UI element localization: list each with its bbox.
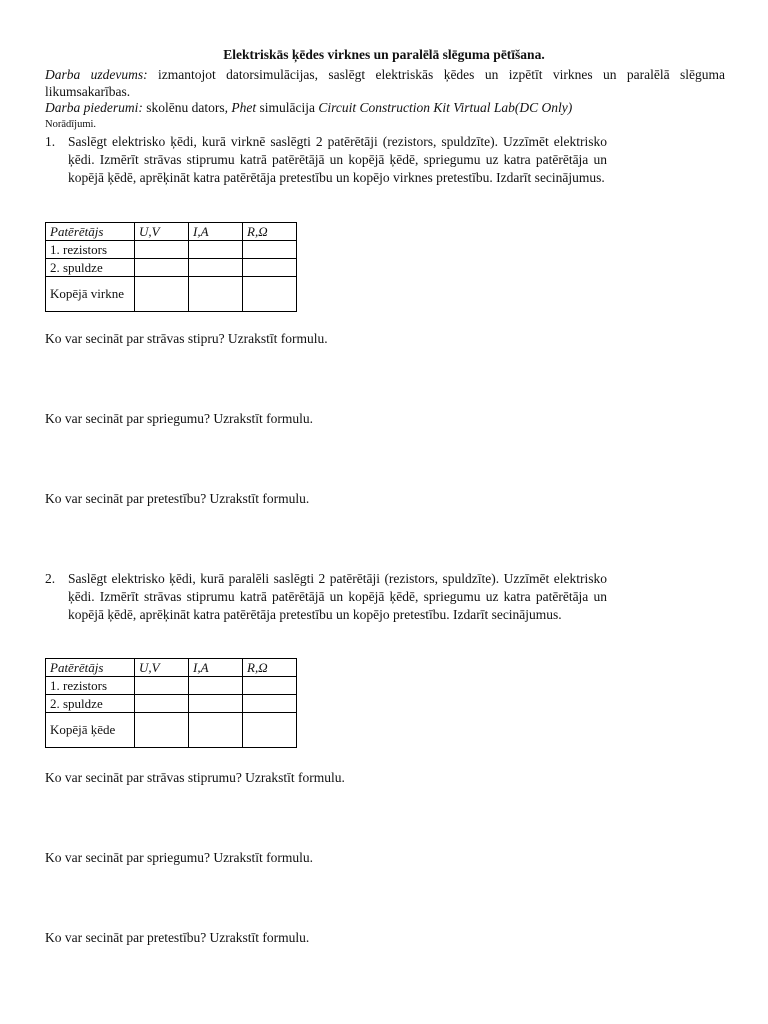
task-label: Darba uzdevums: <box>45 67 148 82</box>
table-row-label: 1. rezistors <box>46 677 135 695</box>
table-cell <box>135 259 189 277</box>
task-text: izmantojot datorsimulācijas, saslēgt elektriskās ķēdes un izpētīt virknes un paralēlā slēguma likumsakarības. <box>45 67 725 99</box>
table-cell <box>243 713 297 748</box>
table-cell <box>243 241 297 259</box>
table-cell <box>189 241 243 259</box>
table-header-cell: U,V <box>135 223 189 241</box>
table-header-cell: R,Ω <box>243 659 297 677</box>
equipment-label: Darba piederumi: <box>45 100 143 115</box>
table-cell <box>189 695 243 713</box>
table-cell <box>243 695 297 713</box>
table-cell <box>243 677 297 695</box>
table-cell <box>243 259 297 277</box>
table-cell <box>135 277 189 312</box>
task-2-number: 2. <box>45 571 56 586</box>
question-current-2: Ko var secināt par strāvas stiprumu? Uzrakstīt formulu. <box>45 770 345 785</box>
instructions-label: Norādījumi. <box>45 119 97 130</box>
table-header-cell: R,Ω <box>243 223 297 241</box>
table-header-row <box>46 223 297 241</box>
table-row-label: Kopējā virkne <box>46 277 135 312</box>
task-2 <box>45 570 607 624</box>
table-cell <box>135 241 189 259</box>
table-header-row <box>46 659 297 677</box>
table-cell <box>189 259 243 277</box>
table-cell <box>189 277 243 312</box>
table-cell <box>135 677 189 695</box>
table-row-label: 2. spuldze <box>46 259 135 277</box>
question-resistance-2: Ko var secināt par pretestību? Uzrakstīt formulu. <box>45 930 310 945</box>
question-resistance-1: Ko var secināt par pretestību? Uzrakstīt formulu. <box>45 491 310 506</box>
page-title: Elektriskās ķēdes virknes un paralēlā slēguma pētīšana. <box>223 47 545 62</box>
table-row <box>46 259 297 277</box>
table-header-cell: I,A <box>189 223 243 241</box>
table-row <box>46 277 297 312</box>
measurement-table-2 <box>45 658 297 748</box>
table-cell <box>189 713 243 748</box>
equipment-paragraph <box>45 100 572 116</box>
table-row <box>46 677 297 695</box>
table-cell <box>243 277 297 312</box>
task-2-text: Saslēgt elektrisko ķēdi, kurā paralēli saslēgti 2 patērētāji (rezistors, spuldzīte). Uzzīmēt elektrisko ķēdi. Izmērīt strāvas stiprumu katrā patērētājā un kopējā ķēdē, spriegumu uz katra patērētāja un kopējā ķēdē, aprēķināt katra patērētāja pretestību un kopējo pretestību. Izdarīt secinājumus. <box>68 571 607 622</box>
table-row <box>46 695 297 713</box>
table-row <box>46 713 297 748</box>
equipment-text-a: skolēnu dators <box>142 100 225 115</box>
table-row-label: 2. spuldze <box>46 695 135 713</box>
task-1-number: 1. <box>45 134 56 149</box>
table-header-cell: U,V <box>135 659 189 677</box>
measurement-table-1 <box>45 222 297 312</box>
table-cell <box>135 713 189 748</box>
table-row-label: 1. rezistors <box>46 241 135 259</box>
equipment-phet: , Phet <box>224 100 257 115</box>
table-header-cell: I,A <box>189 659 243 677</box>
table-header-cell: Patērētājs <box>46 223 135 241</box>
task-1 <box>45 133 607 187</box>
question-current-1: Ko var secināt par strāvas stipru? Uzrakstīt formulu. <box>45 331 328 346</box>
simulation-name: Circuit Construction Kit Virtual Lab(DC Only) <box>318 100 573 115</box>
table-row <box>46 241 297 259</box>
question-voltage-1: Ko var secināt par spriegumu? Uzrakstīt formulu. <box>45 411 314 426</box>
table-cell <box>189 677 243 695</box>
task-1-text: Saslēgt elektrisko ķēdi, kurā virknē saslēgti 2 patērētāji (rezistors, spuldzīte). Uzzīmēt elektrisko ķēdi. Izmērīt strāvas stiprumu katrā patērētājā un kopējā ķēdē, spriegumu uz katra patērētāja un kopējā ķēdē, aprēķināt katra patērētāja pretestību un kopējo virknes pretestību. Izdarīt secinājumus. <box>68 134 607 185</box>
equipment-text-b: simulācija <box>256 100 319 115</box>
table-cell <box>135 695 189 713</box>
task-paragraph <box>45 66 725 100</box>
question-voltage-2: Ko var secināt par spriegumu? Uzrakstīt formulu. <box>45 850 314 865</box>
table-header-cell: Patērētājs <box>46 659 135 677</box>
table-row-label: Kopējā ķēde <box>46 713 135 748</box>
